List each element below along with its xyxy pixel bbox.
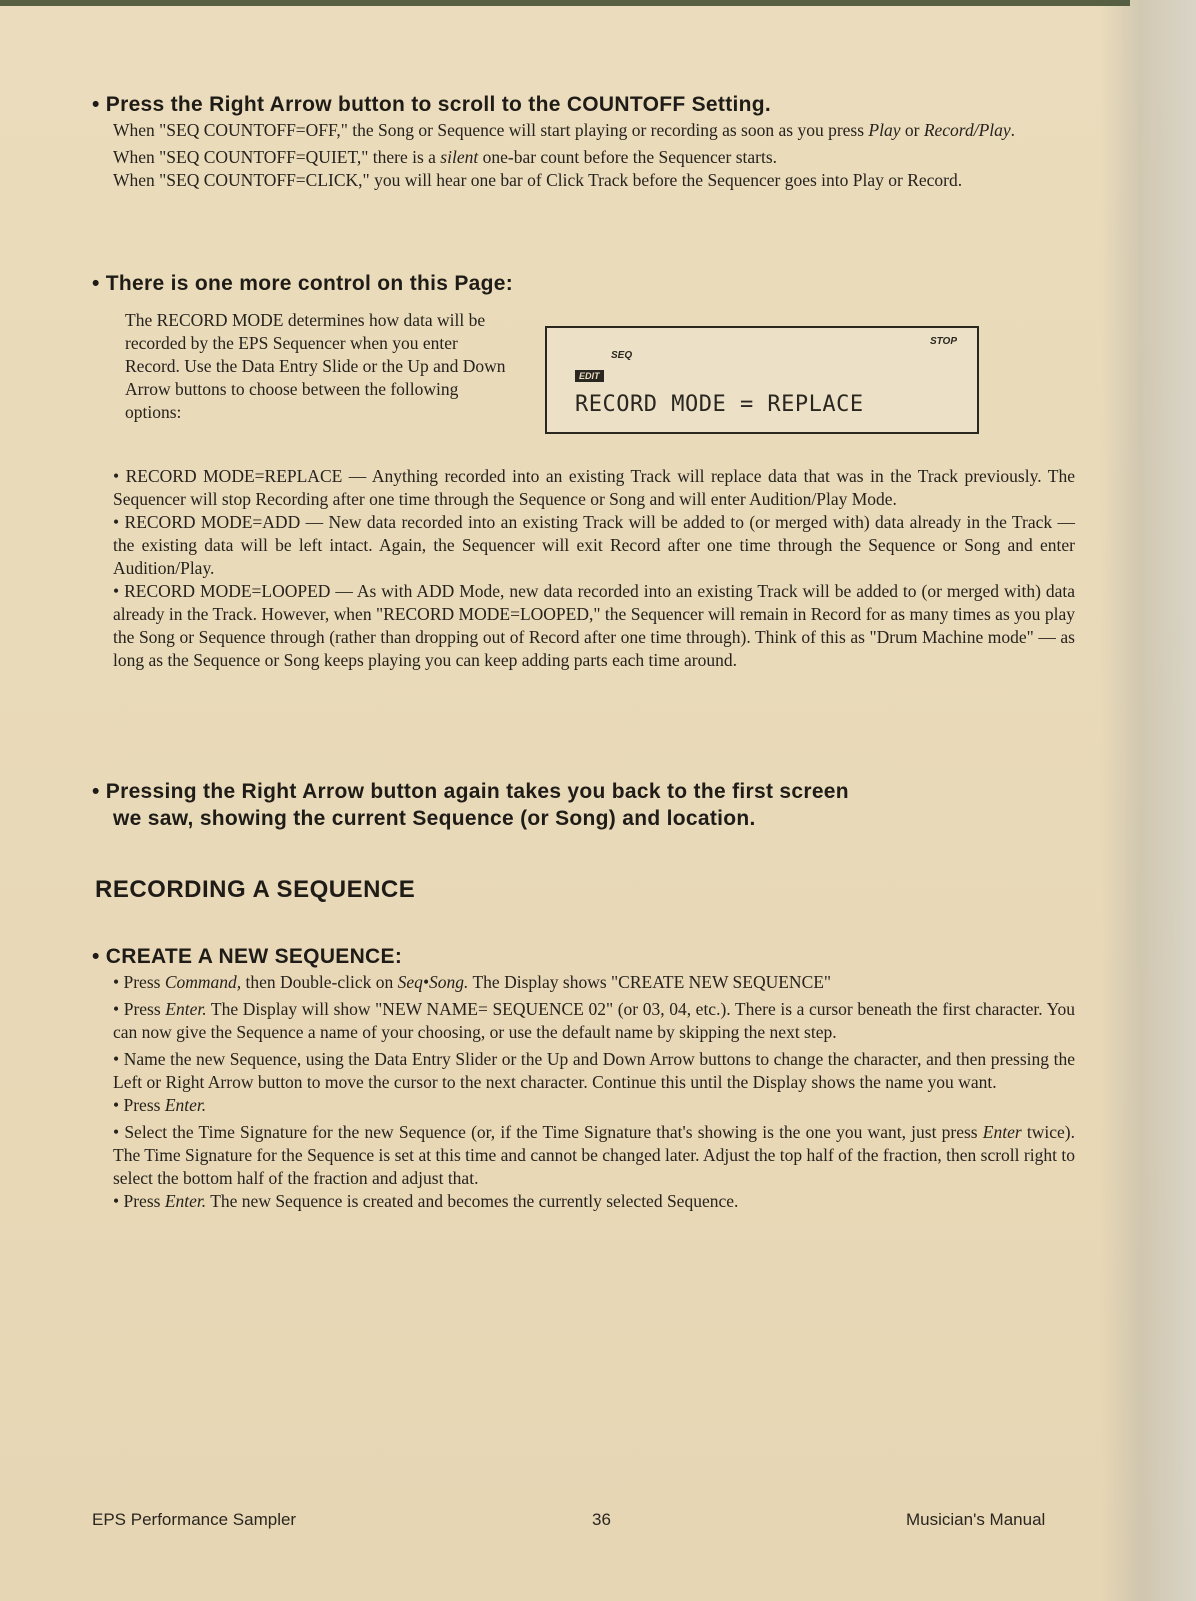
mode-looped-text: • RECORD MODE=LOOPED — As with ADD Mode, new data recorded into an existing Track will be added to (or merged with) data already in the Track. However, when "RECORD MODE=LOOPED," the Sequencer will remain in Record for as many times as you play the Song or Sequence through (rather than dropping out of Record after one time through). Think of this as "Drum Machine mode" — as long as the Sequence or Song keeps playing you can keep adding parts each time around. [113,581,1075,670]
countoff-click-text: When "SEQ COUNTOFF=CLICK," you will hear one bar of Click Track before the Sequencer goes into Play or Record. [113,170,963,190]
step-enter-name: • Press Enter. The Display will show "NEW NAME= SEQUENCE 02" (or 03, 04, etc.). There is a cursor beneath the first character. You can now give the Sequence a name of your choosing, or use the default name by skipping the next step. [113,999,1076,1042]
display-text: RECORD MODE = REPLACE [575,392,864,417]
footer-manual: Musician's Manual [906,1510,1046,1529]
step-create: • Press Enter. The new Sequence is created and becomes the currently selected Sequence. [113,1191,739,1211]
step-command: • Press Command, then Double-click on Seq•Song. The Display shows "CREATE NEW SEQUENCE" [113,972,832,992]
display-edit-label: EDIT [575,370,604,382]
pressing-heading-line1: • Pressing the Right Arrow button again takes you back to the first screen [92,780,849,803]
countoff-paragraphs [113,119,1059,192]
record-mode-intro: The RECORD MODE determines how data will be recorded by the EPS Sequencer when you enter Record. Use the Data Entry Slide or the Up and Down Arrow buttons to choose between the following options: [125,310,506,422]
record-mode-options [113,465,1075,672]
step-name-sequence: • Name the new Sequence, using the Data Entry Slider or the Up and Down Arrow buttons to change the character, and then pressing the Left or Right Arrow button to move the cursor to the next character. Continue this until the Display shows the name you want. [113,1049,1075,1092]
display-stop-label: STOP [929,336,957,347]
step-press-enter: • Press Enter. [113,1095,207,1115]
top-rule [0,0,1130,6]
pressing-heading-line2: we saw, showing the current Sequence (or Song) and location. [113,807,756,830]
countoff-heading: • Press the Right Arrow button to scroll to the COUNTOFF Setting. [92,93,772,116]
countoff-quiet-text: When "SEQ COUNTOFF=QUIET," there is a silent one-bar count before the Sequencer starts. [113,147,778,167]
countoff-off-text: When "SEQ COUNTOFF=OFF," the Song or Sequence will start playing or recording as soon as you press Play or Record/Play. [113,120,1016,140]
step-time-signature: • Select the Time Signature for the new Sequence (or, if the Time Signature that's showing is the one you want, just press Enter twice). The Time Signature for the Sequence is set at this time and cannot be changed later. Adjust the top half of the fraction, then scroll right to select the bottom half of the fraction and adjust that. [113,1122,1075,1188]
more-control-heading: • There is one more control on this Page: [92,272,514,295]
mode-add-text: • RECORD MODE=ADD — New data recorded into an existing Track will be added to (or merged with) data already in the Track — the existing data will be left intact. Again, the Sequencer will exit Record after one time through the Sequence or Song and enter Audition/Play. [113,512,1075,578]
display-seq-label: SEQ [611,350,633,361]
mode-replace-text: • RECORD MODE=REPLACE — Anything recorded into an existing Track will replace data that was in the Track previously. The Sequencer will stop Recording after one time through the Sequence or Song and will enter Audition/Play Mode. [113,466,1075,509]
create-sequence-steps [113,971,1075,1213]
page-number: 36 [592,1510,611,1529]
lcd-display [545,326,979,434]
create-sequence-heading: • CREATE A NEW SEQUENCE: [92,945,403,968]
footer-title: EPS Performance Sampler [92,1510,297,1529]
section-title: RECORDING A SEQUENCE [95,876,416,903]
